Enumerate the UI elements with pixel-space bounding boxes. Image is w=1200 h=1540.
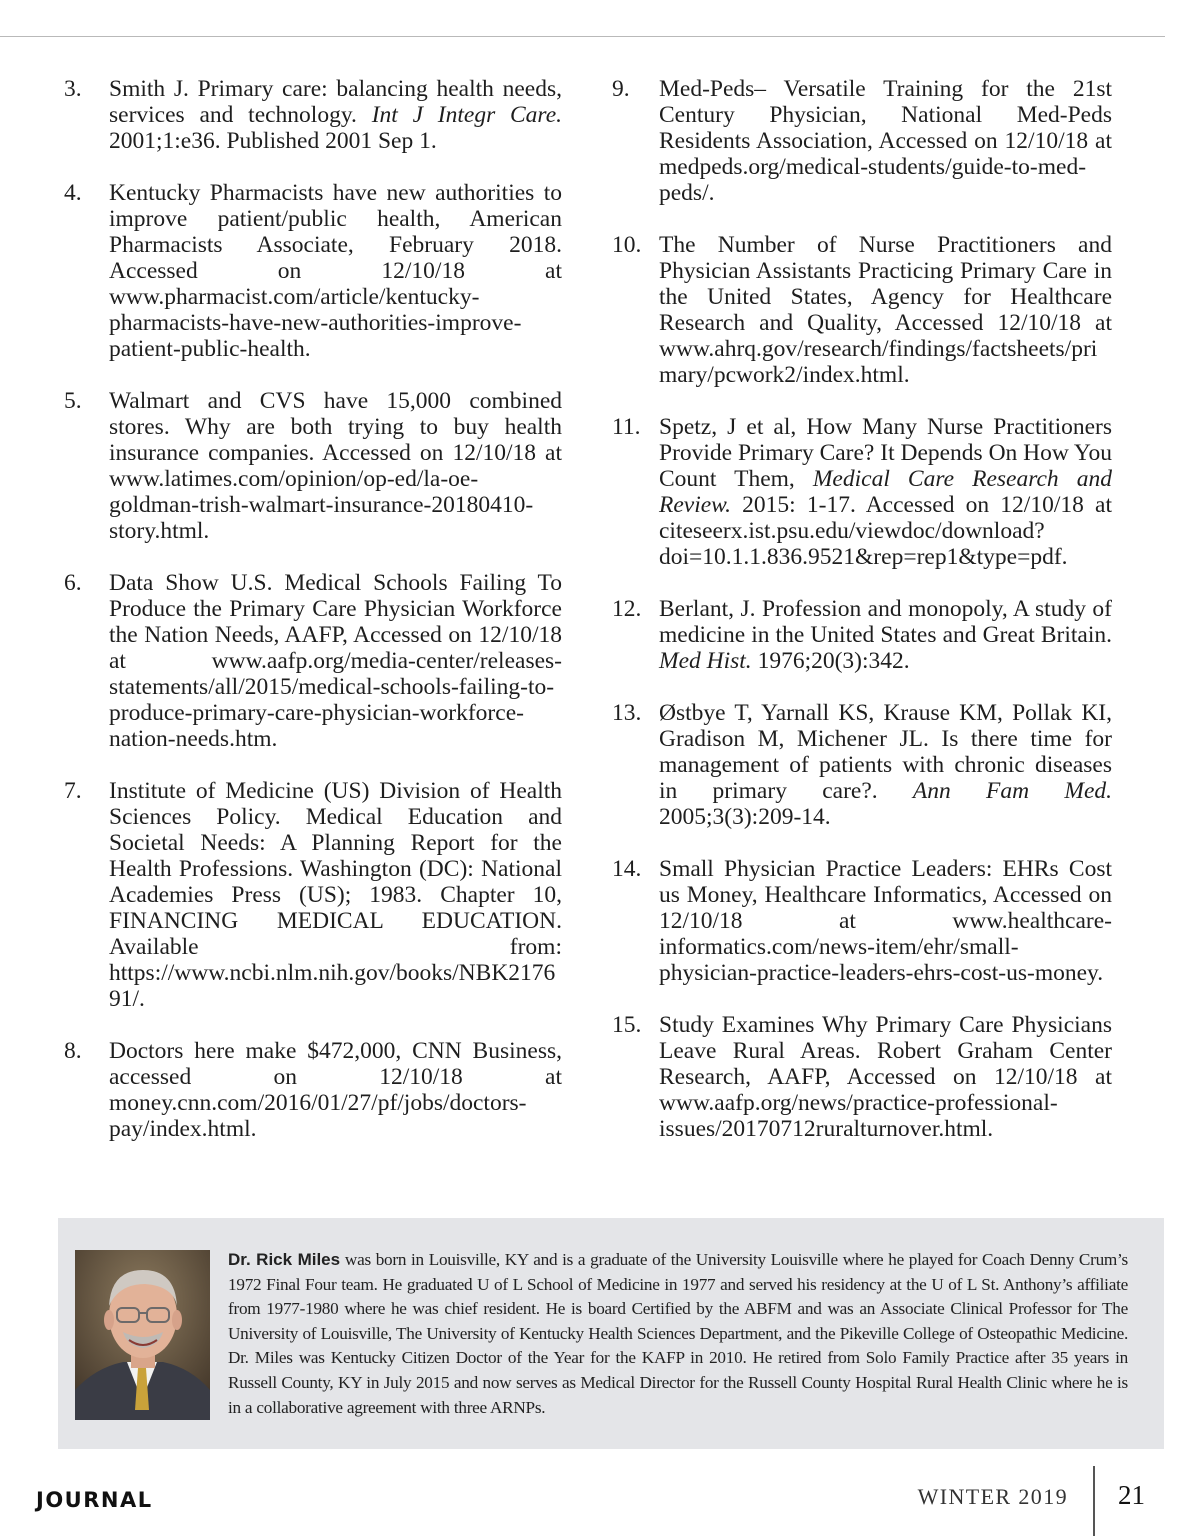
reference-text: Doctors here make $472,000, CNN Business, accessed on 12/10/18 at money.cnn.com/2016/01/27/pf/jobs/doctors-pay/index.html. (109, 1038, 562, 1142)
reference-text: Kentucky Pharmacists have new authorities to improve patient/public health, American Pharmacists Associate, February 2018. Accessed on 12/10/18 at www.pharmacist.com/article/kentucky-pharmacists-have-new-authorities-improve-patient-public-health. (109, 180, 562, 362)
reference-number: 14. (612, 856, 642, 882)
reference-number: 9. (612, 76, 630, 102)
reference-text: Østbye T, Yarnall KS, Krause KM, Pollak KI, Gradison M, Michener JL. Is there time for management of patients with chronic diseases in primary care?. Ann Fam Med. 2005;3(3):209-14. (659, 700, 1113, 830)
footer-divider (1093, 1466, 1095, 1536)
author-bio-body: was born in Louisville, KY and is a graduate of the University Louisville where he played for Coach Denny Crum’s 1972 Final Four team. He graduated U of L School of Medicine in 1977 and served his residency at the U of L St. Anthony’s affiliate from 1977-1980 where he was chief resident. He is board Certified by the ABFM and was an Associate Clinical Professor for The University of Louisville, The University of Kentucky Health Sciences Department, and the Pikeville College of Osteopathic Medicine. Dr. Miles was Kentucky Citizen Doctor of the Year for the KAFP in 2010. He retired from Solo Family Practice after 35 years in Russell County, KY in July 2015 and now serves as Medical Director for the Russell County Hospital Rural Health Clinic where he is in a collaborative agreement with three ARNPs. (228, 1250, 1128, 1417)
reference-item (608, 1012, 1112, 1142)
reference-text: Institute of Medicine (US) Division of Health Sciences Policy. Medical Education and Societal Needs: A Planning Report for the Health Professions. Washington (DC): National Academies Press (US); 1983. Chapter 10, FINANCING MEDICAL EDUCATION. Available from: https://www.ncbi.nlm.nih.gov/books/NBK217691/. (109, 778, 562, 1012)
author-name: Dr. Rick Miles (228, 1250, 341, 1269)
reference-item (58, 1038, 562, 1142)
author-bio-box (58, 1218, 1164, 1449)
issue-label: WINTER 2019 (917, 1484, 1068, 1509)
reference-number: 11. (612, 414, 641, 440)
journal-brand: JOURNAL (36, 1488, 153, 1512)
page-number: 21 (1118, 1480, 1145, 1510)
reference-item (58, 570, 562, 752)
reference-item (608, 232, 1112, 388)
reference-text: Study Examines Why Primary Care Physicians Leave Rural Areas. Robert Graham Center Research, AAFP, Accessed on 12/10/18 at www.aafp.org/news/practice-professional-issues/20170712ruralturnover.html. (659, 1012, 1112, 1142)
reference-text: Walmart and CVS have 15,000 combined stores. Why are both trying to buy health insurance companies. Accessed on 12/10/18 at www.latimes.com/opinion/op-ed/la-oe-goldman-trish-walmart-insurance-20180410-story.html. (109, 388, 562, 544)
references-right-column (608, 76, 1112, 1168)
reference-text: Med-Peds– Versatile Training for the 21st Century Physician, National Med-Peds Residents Association, Accessed on 12/10/18 at medpeds.org/medical-students/guide-to-med-peds/. (659, 76, 1112, 206)
author-portrait-graphic (75, 1250, 210, 1420)
reference-text: Spetz, J et al, How Many Nurse Practitioners Provide Primary Care? It Depends On How You Count Them, Medical Care Research and Review. 2015: 1-17. Accessed on 12/10/18 at citeseerx.ist.psu.edu/viewdoc/download?doi=10.1.1.836.9521&rep=rep1&type=pdf. (659, 414, 1113, 570)
reference-item (608, 700, 1112, 830)
reference-number: 12. (612, 596, 642, 622)
reference-number: 15. (612, 1012, 642, 1038)
reference-number: 13. (612, 700, 642, 726)
reference-item (608, 76, 1112, 206)
author-photo (75, 1250, 210, 1420)
reference-text: Smith J. Primary care: balancing health needs, services and technology. Int J Integr Care. 2001;1:e36. Published 2001 Sep 1. (109, 76, 563, 154)
reference-text: Data Show U.S. Medical Schools Failing To Produce the Primary Care Physician Workforce the Nation Needs, AAFP, Accessed on 12/10/18 at www.aafp.org/media-center/releases-statements/all/2015/medical-schools-failing-to-produce-primary-care-physician-workforce-nation-needs.htm. (109, 570, 562, 752)
reference-item (608, 856, 1112, 986)
reference-item (608, 596, 1112, 674)
reference-item (608, 414, 1112, 570)
reference-number: 6. (64, 570, 82, 596)
reference-number: 5. (64, 388, 82, 414)
reference-item (58, 388, 562, 544)
top-rule (0, 36, 1165, 37)
references-left-column (58, 76, 562, 1168)
reference-number: 10. (612, 232, 642, 258)
reference-text: Small Physician Practice Leaders: EHRs Cost us Money, Healthcare Informatics, Accessed on 12/10/18 at www.healthcare-informatics.com/news-item/ehr/small-physician-practice-leaders-ehrs-cost-us-money. (659, 856, 1112, 986)
reference-text: Berlant, J. Profession and monopoly, A study of medicine in the United States and Great Britain. Med Hist. 1976;20(3):342. (659, 596, 1112, 674)
reference-item (58, 778, 562, 1012)
reference-number: 7. (64, 778, 82, 804)
reference-number: 8. (64, 1038, 82, 1064)
reference-item (58, 180, 562, 362)
reference-item (58, 76, 562, 154)
reference-text: The Number of Nurse Practitioners and Physician Assistants Practicing Primary Care in the United States, Agency for Healthcare Research and Quality, Accessed 12/10/18 at www.ahrq.gov/research/findings/factsheets/primary/pcwork2/index.html. (659, 232, 1112, 388)
reference-number: 3. (64, 76, 82, 102)
author-bio-text (228, 1248, 1128, 1420)
reference-number: 4. (64, 180, 82, 206)
